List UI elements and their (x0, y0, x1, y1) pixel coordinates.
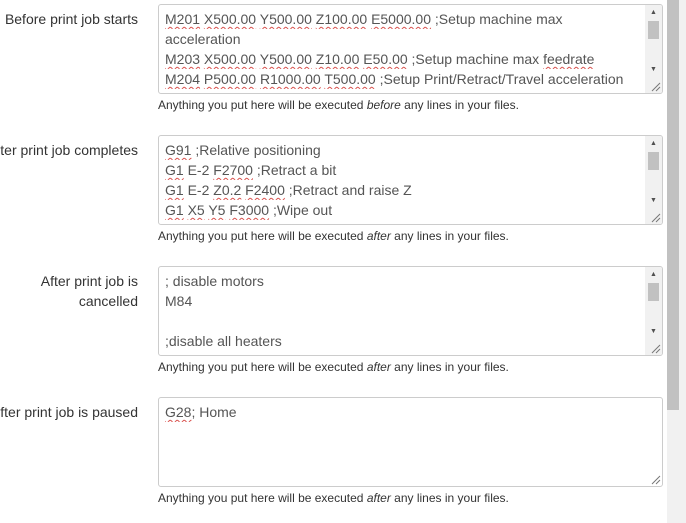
scrollbar-thumb[interactable] (648, 152, 659, 170)
textarea-content: M201 X500.00 Y500.00 Z100.00 E5000.00 ;Setup machine max acceleration M203 X500.00 Y500.00 Z10.00 E50.00 ;Setup machine max feedrate M204 P500.00 R1000.00 T500.00 ;Setup Print/Retract/Travel acceleration (165, 11, 624, 87)
help-text-after-complete: Anything you put here will be executed after any lines in your files. (158, 229, 509, 243)
textarea-content: G91 ;Relative positioning G1 E-2 F2700 ;Retract a bit G1 E-2 Z0.2 F2400 ;Retract and raise Z G1 X5 Y5 F3000 ;Wipe out (165, 142, 412, 218)
scroll-down-arrow-icon[interactable]: ▼ (650, 328, 657, 335)
resize-grip-icon[interactable] (649, 473, 661, 485)
scroll-up-arrow-icon[interactable]: ▲ (650, 271, 657, 278)
scrollbar-thumb[interactable] (648, 21, 659, 39)
resize-grip-icon[interactable] (649, 342, 661, 354)
help-text-before: Anything you put here will be executed before any lines in your files. (158, 98, 519, 112)
resize-grip-icon[interactable] (649, 80, 661, 92)
gcode-after-complete-textarea[interactable] (158, 135, 663, 225)
page-scrollbar-thumb[interactable] (667, 0, 679, 410)
scroll-up-arrow-icon[interactable]: ▲ (650, 140, 657, 147)
label-before-print-job-starts: Before print job starts (4, 11, 138, 27)
gcode-before-print-textarea[interactable] (158, 4, 663, 94)
scrollbar-thumb[interactable] (648, 283, 659, 301)
gcode-after-cancel-textarea[interactable] (158, 266, 663, 356)
help-text-after-pause: Anything you put here will be executed after any lines in your files. (158, 491, 509, 505)
textarea-content: G28; Home (165, 404, 237, 420)
label-after-print-job-paused: fter print job is paused (0, 404, 138, 420)
label-after-print-job-completes: ter print job completes (0, 142, 138, 158)
scroll-down-arrow-icon[interactable]: ▼ (650, 197, 657, 204)
scroll-up-arrow-icon[interactable]: ▲ (650, 9, 657, 16)
scroll-down-arrow-icon[interactable]: ▼ (650, 66, 657, 73)
gcode-after-pause-textarea[interactable] (158, 397, 663, 487)
textarea-content: ; disable motors M84 ;disable all heaters (165, 273, 282, 349)
label-after-print-job-cancelled: After print job is cancelled (40, 273, 138, 309)
help-text-after-cancel: Anything you put here will be executed after any lines in your files. (158, 360, 509, 374)
resize-grip-icon[interactable] (649, 211, 661, 223)
page-scrollbar[interactable] (667, 0, 686, 523)
